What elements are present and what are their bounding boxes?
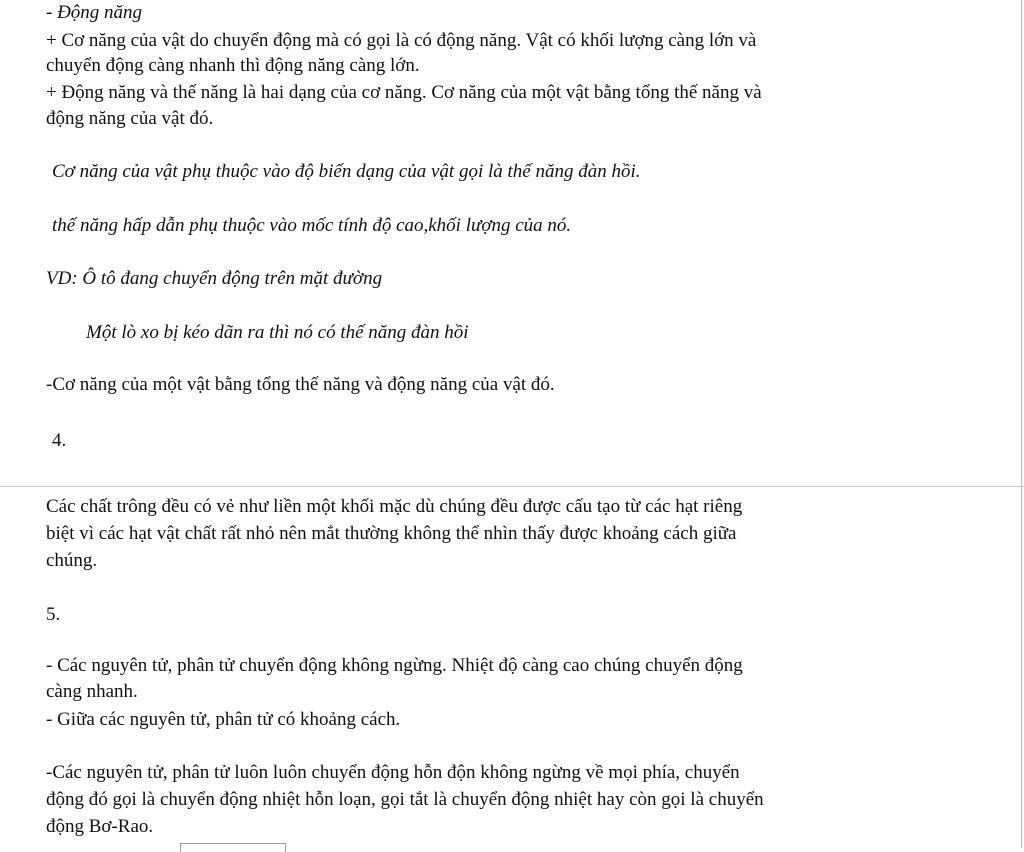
paragraph-mechanical-energy-line-1: + Động năng và thế năng là hai dạng của cơ năng. Cơ năng của một vật bằng tổng thế năng và (46, 82, 762, 103)
paragraph-brownian-line-2: động đó gọi là chuyển động nhiệt hỗn loạn, gọi tắt là chuyển động nhiệt hay còn gọi là chuyển (46, 789, 764, 810)
paragraph-brownian-line-1: -Các nguyên tử, phân tử luôn luôn chuyển động hỗn độn không ngừng về mọi phía, chuyển (46, 762, 740, 783)
bullet-spacing: - Giữa các nguyên tử, phân tử có khoảng cách. (46, 709, 401, 730)
italic-elastic-energy: Cơ năng của vật phụ thuộc vào độ biến dạng của vật gọi là thế năng đàn hồi. (52, 161, 641, 182)
item-number-5: 5. (46, 604, 61, 625)
item-number-4: 4. (52, 430, 67, 451)
paragraph-mechanical-energy-line-2: động năng của vật đó. (46, 108, 214, 129)
paragraph-matter-structure-line-2: biệt vì các hạt vật chất rất nhỏ nên mắt thường không thể nhìn thấy được khoảng cách giữa (46, 523, 737, 544)
bullet-motion-line-1: - Các nguyên tử, phân tử chuyển động không ngừng. Nhiệt độ càng cao chúng chuyển động (46, 655, 743, 676)
paragraph-matter-structure-line-1: Các chất trông đều có vẻ như liền một khối mặc dù chúng đều được cấu tạo từ các hạt riêng (46, 496, 743, 517)
page-edge-rule (1021, 0, 1022, 848)
paragraph-matter-structure-line-3: chúng. (46, 550, 98, 571)
summary-mechanical-energy: -Cơ năng của một vật bằng tổng thế năng và động năng của vật đó. (46, 374, 555, 395)
italic-gravitational-energy: thế năng hấp dẫn phụ thuộc vào mốc tính độ cao,khối lượng của nó. (52, 215, 572, 236)
paragraph-kinetic-energy-line-1: + Cơ năng của vật do chuyển động mà có gọi là có động năng. Vật có khối lượng càng lớn và (46, 30, 757, 51)
paragraph-kinetic-energy-line-2: chuyển động càng nhanh thì động năng càng lớn. (46, 55, 420, 76)
paragraph-brownian-line-3: động Bơ-Rao. (46, 816, 154, 837)
example-car: VD: Ô tô đang chuyển động trên mặt đường (46, 268, 383, 289)
heading-dong-nang: - Động năng (46, 2, 143, 23)
bullet-motion-line-2: càng nhanh. (46, 681, 138, 702)
section-divider (0, 486, 1024, 487)
example-spring: Một lò xo bị kéo dãn ra thì nó có thế năng đàn hồi (86, 322, 469, 343)
